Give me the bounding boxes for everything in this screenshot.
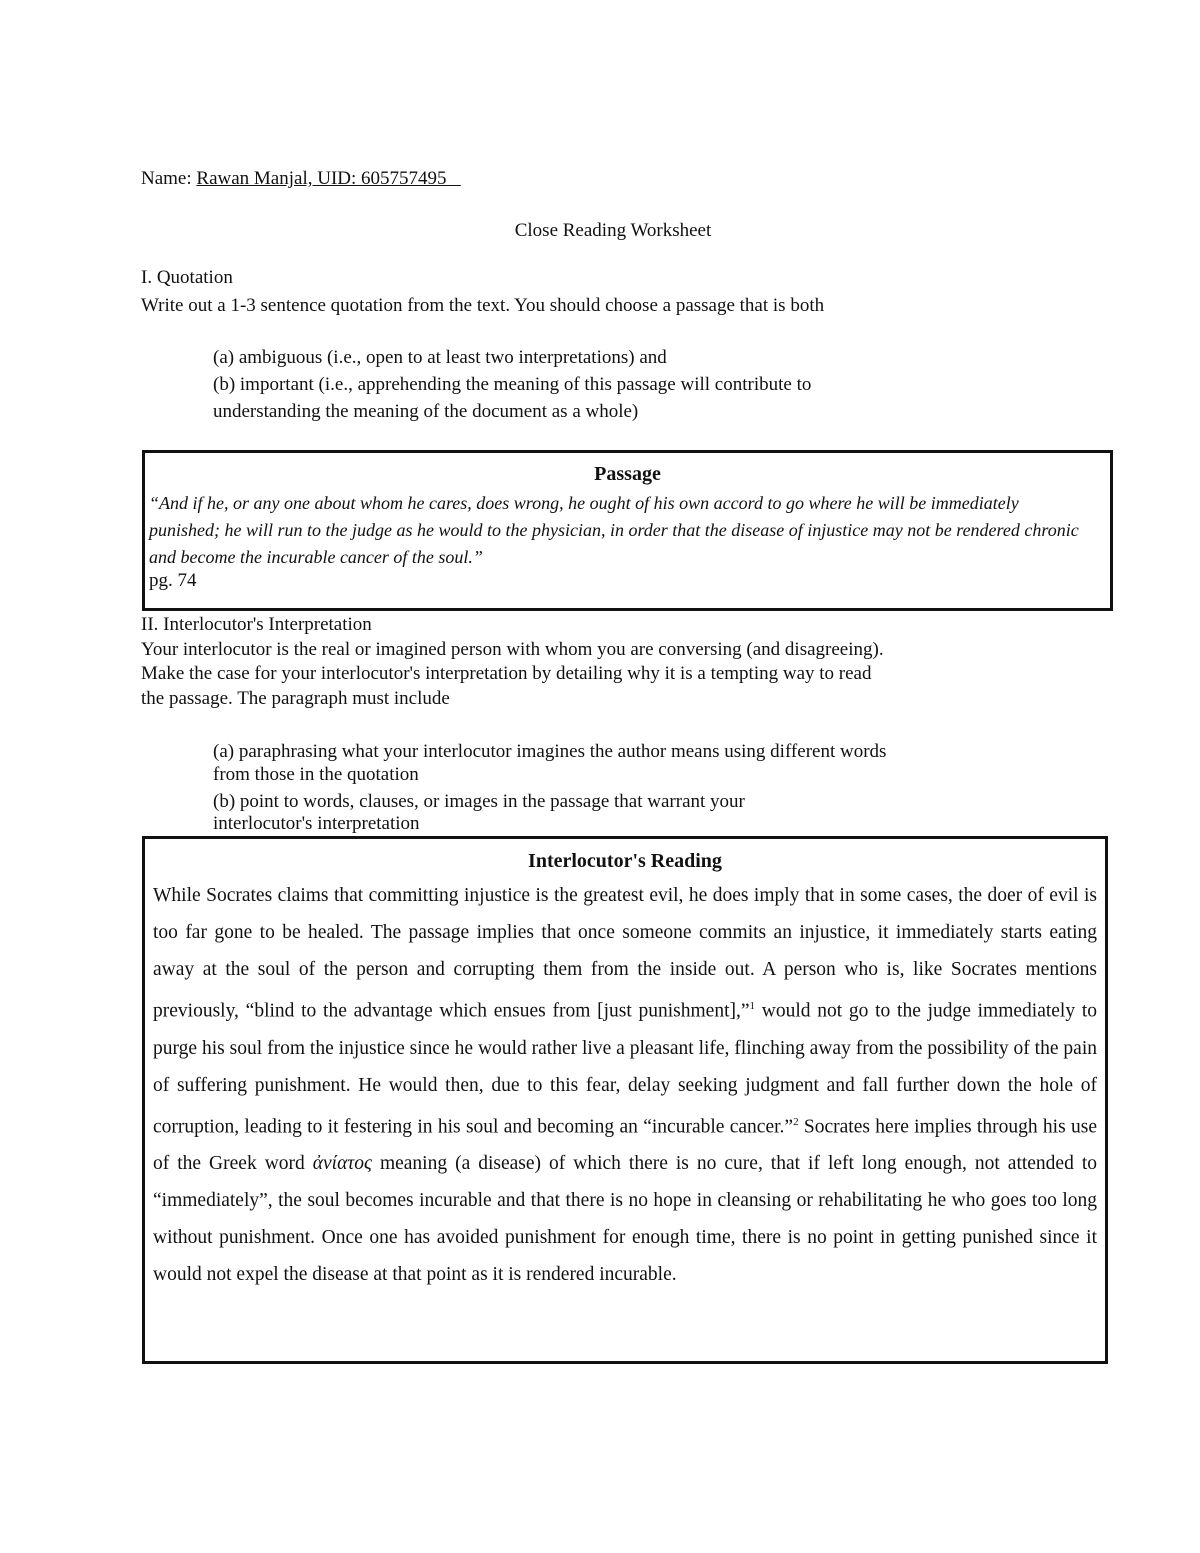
section2-heading: II. Interlocutor's Interpretation [141,614,372,635]
reading-text-part4: meaning (a disease) of which there is no cure, that if left long enough, not attended to “immediately”, the soul becomes incurable and that there is no hope in cleansing or rehabilitating he who goes too long without punishment. Once one has avoided punishment for enough time, there is no point in getting punished since it would not expel the disease at that point as it is rendered incurable. [153,1153,1098,1285]
section2-item-b-line2: interlocutor's interpretation [213,813,420,834]
passage-heading: Passage [594,463,661,485]
passage-box [142,450,1113,611]
passage-page-ref: pg. 74 [149,570,197,591]
section2-item-a-line2: from those in the quotation [213,764,419,785]
name-line [141,167,461,191]
page-title: Close Reading Worksheet [514,220,712,241]
section2-instruction-line1: Your interlocutor is the real or imagined person with whom you are conversing (and disagreeing). [141,639,884,660]
footnote-ref-2: 2 [793,1115,799,1128]
name-label: Name: [141,168,192,189]
section2-item-b-line1: (b) point to words, clauses, or images in the passage that warrant your [213,791,745,812]
section1-item-b-line1: (b) important (i.e., apprehending the meaning of this passage will contribute to [213,374,812,395]
greek-word: ἀνίατος [312,1153,372,1174]
section1-instruction: Write out a 1-3 sentence quotation from the text. You should choose a passage that is both [141,295,825,316]
section2-instruction-line3: the passage. The paragraph must include [141,688,450,709]
reading-box [142,836,1108,1364]
section1-item-b-line2: understanding the meaning of the document as a whole) [213,401,639,422]
section2-item-a-line1: (a) paraphrasing what your interlocutor imagines the author means using different words [213,741,887,762]
section2-instruction-line2: Make the case for your interlocutor's interpretation by detailing why it is a tempting way to read [141,663,872,684]
reading-heading: Interlocutor's Reading [528,850,722,872]
passage-quote: “And if he, or any one about whom he cares, does wrong, he ought of his own accord to go where he will be immediately punished; he will run to the judge as he would to the physician, in order that the disease of injustice may not be rendered chronic and become the incurable cancer of the soul.” [149,493,1079,567]
name-underline-tail [447,168,461,189]
footnote-ref-1: 1 [749,1000,756,1012]
reading-text-part2: would not go to the judge immediately to purge his soul from the injustice since he would rather live a pleasant life, flinching away from the possibility of the pain of suffering punishment. He would then, due to this fear, delay seeking judgment and fall further down the hole of corruption, leading to it festering in his soul and becoming an “incurable cancer.” [153,1000,1098,1137]
reading-text-part1: While Socrates claims that committing injustice is the greatest evil, he does imply that in some cases, the doer of evil is too far gone to be healed. The passage implies that once someone commits an injustice, it immediately starts eating away at the soul of the person and corrupting them from the inside out. A person who is, like Socrates mentions previously, “blind to the advantage which ensues from [just punishment],” [153,885,1097,1022]
reading-paragraph [153,877,1097,1293]
reading-text-part3: Socrates here implies through his use of the Greek word [153,1116,1097,1174]
section1-heading: I. Quotation [141,267,233,288]
name-value: Rawan Manjal, UID: 605757495 [196,168,447,189]
section1-item-a: (a) ambiguous (i.e., open to at least two interpretations) and [213,347,667,368]
